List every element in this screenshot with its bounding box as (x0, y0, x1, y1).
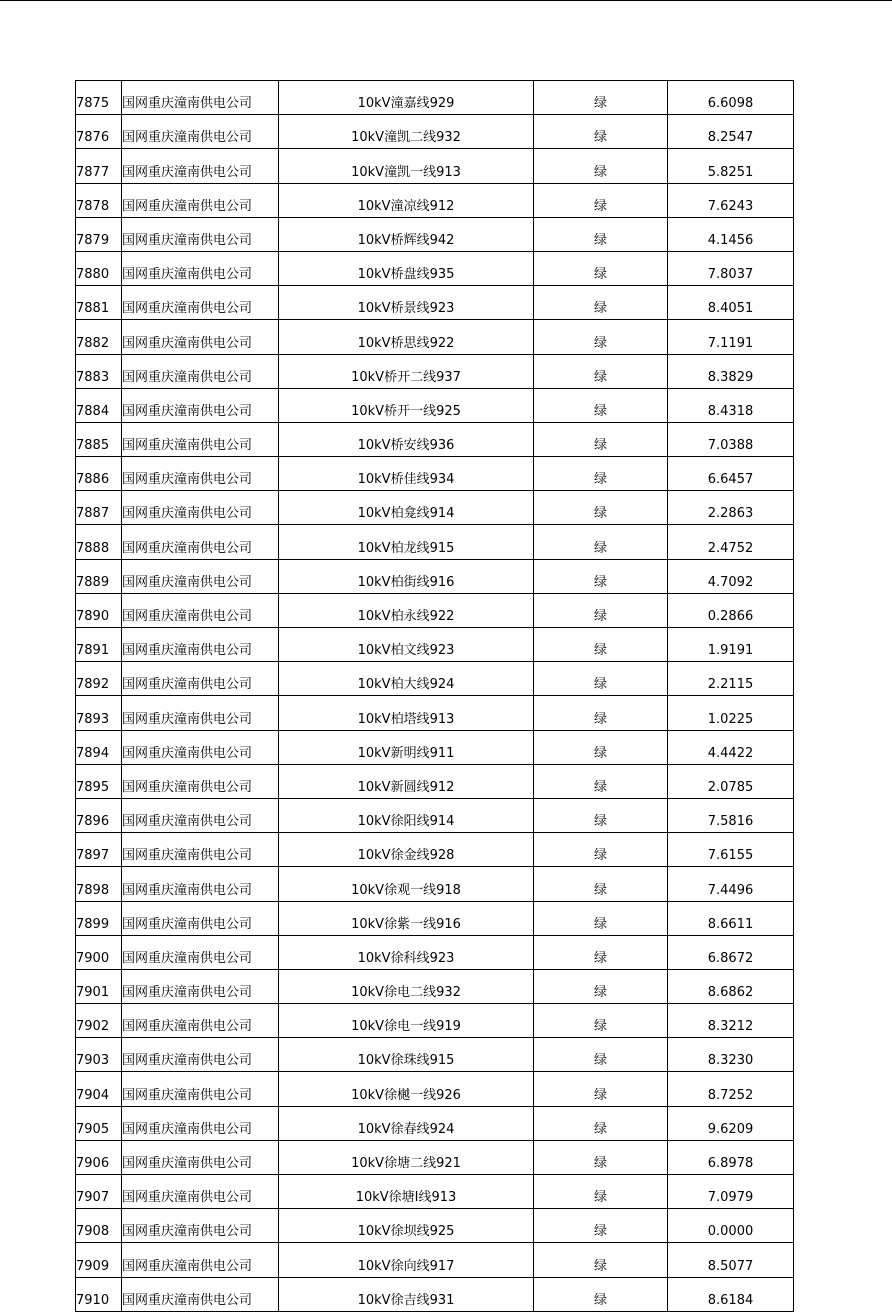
table-row (76, 81, 794, 115)
company-cell: 国网重庆潼南供电公司 (122, 901, 279, 935)
status-cell: 绿 (534, 183, 668, 217)
company-cell: 国网重庆潼南供电公司 (122, 422, 279, 456)
company-cell: 国网重庆潼南供电公司 (122, 81, 279, 115)
value-cell: 8.4051 (668, 286, 794, 320)
row-number-cell: 7903 (76, 1038, 122, 1072)
table-row (76, 183, 794, 217)
status-cell: 绿 (534, 628, 668, 662)
table-body (76, 81, 794, 1312)
row-number-cell: 7891 (76, 628, 122, 662)
status-cell: 绿 (534, 1106, 668, 1140)
table-row (76, 1243, 794, 1277)
row-number-cell: 7888 (76, 525, 122, 559)
status-cell: 绿 (534, 833, 668, 867)
company-cell: 国网重庆潼南供电公司 (122, 1038, 279, 1072)
company-cell: 国网重庆潼南供电公司 (122, 559, 279, 593)
company-cell: 国网重庆潼南供电公司 (122, 935, 279, 969)
table-row (76, 422, 794, 456)
table-row (76, 149, 794, 183)
table-row (76, 764, 794, 798)
value-cell: 0.0000 (668, 1209, 794, 1243)
line-name-cell: 10kV柏永线922 (279, 593, 534, 627)
table-row (76, 115, 794, 149)
row-number-cell: 7875 (76, 81, 122, 115)
company-cell: 国网重庆潼南供电公司 (122, 730, 279, 764)
value-cell: 8.6862 (668, 969, 794, 1003)
value-cell: 4.4422 (668, 730, 794, 764)
line-name-cell: 10kV潼凯二线932 (279, 115, 534, 149)
table-row (76, 901, 794, 935)
line-name-cell: 10kV桥开一线925 (279, 388, 534, 422)
company-cell: 国网重庆潼南供电公司 (122, 115, 279, 149)
status-cell: 绿 (534, 491, 668, 525)
value-cell: 0.2866 (668, 593, 794, 627)
table-row (76, 286, 794, 320)
table-row (76, 628, 794, 662)
table-row (76, 388, 794, 422)
status-cell: 绿 (534, 1004, 668, 1038)
table-row (76, 457, 794, 491)
value-cell: 9.6209 (668, 1106, 794, 1140)
company-cell: 国网重庆潼南供电公司 (122, 662, 279, 696)
value-cell: 8.6611 (668, 901, 794, 935)
row-number-cell: 7885 (76, 422, 122, 456)
company-cell: 国网重庆潼南供电公司 (122, 696, 279, 730)
value-cell: 7.8037 (668, 251, 794, 285)
value-cell: 7.4496 (668, 867, 794, 901)
line-name-cell: 10kV徐电二线932 (279, 969, 534, 1003)
company-cell: 国网重庆潼南供电公司 (122, 628, 279, 662)
status-cell: 绿 (534, 764, 668, 798)
company-cell: 国网重庆潼南供电公司 (122, 320, 279, 354)
row-number-cell: 7908 (76, 1209, 122, 1243)
table-row (76, 833, 794, 867)
row-number-cell: 7892 (76, 662, 122, 696)
line-name-cell: 10kV桥景线923 (279, 286, 534, 320)
value-cell: 7.1191 (668, 320, 794, 354)
line-name-cell: 10kV徐向线917 (279, 1243, 534, 1277)
table-row (76, 251, 794, 285)
status-cell: 绿 (534, 388, 668, 422)
status-cell: 绿 (534, 217, 668, 251)
company-cell: 国网重庆潼南供电公司 (122, 798, 279, 832)
value-cell: 7.0388 (668, 422, 794, 456)
table-row (76, 867, 794, 901)
table-row (76, 935, 794, 969)
row-number-cell: 7896 (76, 798, 122, 832)
line-name-cell: 10kV桥安线936 (279, 422, 534, 456)
line-name-cell: 10kV潼凉线912 (279, 183, 534, 217)
row-number-cell: 7910 (76, 1277, 122, 1311)
line-name-cell: 10kV桥开二线937 (279, 354, 534, 388)
line-name-cell: 10kV徐金线928 (279, 833, 534, 867)
status-cell: 绿 (534, 354, 668, 388)
company-cell: 国网重庆潼南供电公司 (122, 1004, 279, 1038)
row-number-cell: 7897 (76, 833, 122, 867)
page-top-border (0, 0, 892, 1)
row-number-cell: 7895 (76, 764, 122, 798)
status-cell: 绿 (534, 696, 668, 730)
row-number-cell: 7887 (76, 491, 122, 525)
table-row (76, 969, 794, 1003)
status-cell: 绿 (534, 422, 668, 456)
status-cell: 绿 (534, 559, 668, 593)
row-number-cell: 7877 (76, 149, 122, 183)
value-cell: 8.2547 (668, 115, 794, 149)
row-number-cell: 7904 (76, 1072, 122, 1106)
status-cell: 绿 (534, 1140, 668, 1174)
value-cell: 2.0785 (668, 764, 794, 798)
company-cell: 国网重庆潼南供电公司 (122, 457, 279, 491)
value-cell: 6.6457 (668, 457, 794, 491)
status-cell: 绿 (534, 525, 668, 559)
table-row (76, 559, 794, 593)
line-name-cell: 10kV桥盘线935 (279, 251, 534, 285)
table-row (76, 1038, 794, 1072)
table-row (76, 1004, 794, 1038)
company-cell: 国网重庆潼南供电公司 (122, 1277, 279, 1311)
value-cell: 8.4318 (668, 388, 794, 422)
line-name-cell: 10kV新圆线912 (279, 764, 534, 798)
line-name-cell: 10kV徐电一线919 (279, 1004, 534, 1038)
row-number-cell: 7894 (76, 730, 122, 764)
status-cell: 绿 (534, 457, 668, 491)
status-cell: 绿 (534, 1072, 668, 1106)
value-cell: 1.0225 (668, 696, 794, 730)
row-number-cell: 7883 (76, 354, 122, 388)
status-cell: 绿 (534, 286, 668, 320)
status-cell: 绿 (534, 1175, 668, 1209)
status-cell: 绿 (534, 149, 668, 183)
company-cell: 国网重庆潼南供电公司 (122, 833, 279, 867)
value-cell: 7.5816 (668, 798, 794, 832)
row-number-cell: 7906 (76, 1140, 122, 1174)
row-number-cell: 7898 (76, 867, 122, 901)
line-name-cell: 10kV徐春线924 (279, 1106, 534, 1140)
company-cell: 国网重庆潼南供电公司 (122, 1243, 279, 1277)
status-cell: 绿 (534, 901, 668, 935)
table-row (76, 354, 794, 388)
value-cell: 4.1456 (668, 217, 794, 251)
company-cell: 国网重庆潼南供电公司 (122, 388, 279, 422)
data-table (75, 80, 794, 1312)
line-name-cell: 10kV徐吉线931 (279, 1277, 534, 1311)
status-cell: 绿 (534, 115, 668, 149)
company-cell: 国网重庆潼南供电公司 (122, 286, 279, 320)
table-row (76, 662, 794, 696)
value-cell: 2.2115 (668, 662, 794, 696)
status-cell: 绿 (534, 1277, 668, 1311)
company-cell: 国网重庆潼南供电公司 (122, 183, 279, 217)
company-cell: 国网重庆潼南供电公司 (122, 217, 279, 251)
company-cell: 国网重庆潼南供电公司 (122, 1106, 279, 1140)
company-cell: 国网重庆潼南供电公司 (122, 149, 279, 183)
value-cell: 5.8251 (668, 149, 794, 183)
line-name-cell: 10kV徐科线923 (279, 935, 534, 969)
line-name-cell: 10kV徐樾一线926 (279, 1072, 534, 1106)
line-name-cell: 10kV柏大线924 (279, 662, 534, 696)
line-name-cell: 10kV徐坝线925 (279, 1209, 534, 1243)
value-cell: 2.4752 (668, 525, 794, 559)
table-row (76, 1277, 794, 1311)
table-row (76, 1209, 794, 1243)
table-row (76, 593, 794, 627)
line-name-cell: 10kV柏街线916 (279, 559, 534, 593)
line-name-cell: 10kV桥佳线934 (279, 457, 534, 491)
line-name-cell: 10kV桥思线922 (279, 320, 534, 354)
table-row (76, 1106, 794, 1140)
company-cell: 国网重庆潼南供电公司 (122, 491, 279, 525)
row-number-cell: 7893 (76, 696, 122, 730)
row-number-cell: 7879 (76, 217, 122, 251)
value-cell: 7.0979 (668, 1175, 794, 1209)
company-cell: 国网重庆潼南供电公司 (122, 1140, 279, 1174)
company-cell: 国网重庆潼南供电公司 (122, 1072, 279, 1106)
status-cell: 绿 (534, 81, 668, 115)
line-name-cell: 10kV柏文线923 (279, 628, 534, 662)
line-name-cell: 10kV新明线911 (279, 730, 534, 764)
status-cell: 绿 (534, 1209, 668, 1243)
line-name-cell: 10kV桥辉线942 (279, 217, 534, 251)
value-cell: 8.3212 (668, 1004, 794, 1038)
status-cell: 绿 (534, 1243, 668, 1277)
row-number-cell: 7900 (76, 935, 122, 969)
table-row (76, 320, 794, 354)
status-cell: 绿 (534, 320, 668, 354)
value-cell: 4.7092 (668, 559, 794, 593)
company-cell: 国网重庆潼南供电公司 (122, 525, 279, 559)
table-row (76, 217, 794, 251)
value-cell: 2.2863 (668, 491, 794, 525)
status-cell: 绿 (534, 969, 668, 1003)
status-cell: 绿 (534, 867, 668, 901)
line-name-cell: 10kV潼凯一线913 (279, 149, 534, 183)
line-name-cell: 10kV潼嘉线929 (279, 81, 534, 115)
row-number-cell: 7878 (76, 183, 122, 217)
table-row (76, 798, 794, 832)
status-cell: 绿 (534, 593, 668, 627)
row-number-cell: 7905 (76, 1106, 122, 1140)
value-cell: 8.7252 (668, 1072, 794, 1106)
value-cell: 8.6184 (668, 1277, 794, 1311)
line-name-cell: 10kV徐阳线914 (279, 798, 534, 832)
table-row (76, 1140, 794, 1174)
row-number-cell: 7909 (76, 1243, 122, 1277)
value-cell: 6.6098 (668, 81, 794, 115)
company-cell: 国网重庆潼南供电公司 (122, 764, 279, 798)
value-cell: 1.9191 (668, 628, 794, 662)
value-cell: 6.8672 (668, 935, 794, 969)
status-cell: 绿 (534, 251, 668, 285)
status-cell: 绿 (534, 662, 668, 696)
company-cell: 国网重庆潼南供电公司 (122, 1175, 279, 1209)
row-number-cell: 7886 (76, 457, 122, 491)
value-cell: 8.5077 (668, 1243, 794, 1277)
value-cell: 7.6243 (668, 183, 794, 217)
value-cell: 7.6155 (668, 833, 794, 867)
value-cell: 6.8978 (668, 1140, 794, 1174)
table-row (76, 1175, 794, 1209)
line-name-cell: 10kV徐塘二线921 (279, 1140, 534, 1174)
row-number-cell: 7881 (76, 286, 122, 320)
row-number-cell: 7884 (76, 388, 122, 422)
table-row (76, 525, 794, 559)
row-number-cell: 7902 (76, 1004, 122, 1038)
row-number-cell: 7880 (76, 251, 122, 285)
line-name-cell: 10kV徐珠线915 (279, 1038, 534, 1072)
status-cell: 绿 (534, 1038, 668, 1072)
company-cell: 国网重庆潼南供电公司 (122, 1209, 279, 1243)
company-cell: 国网重庆潼南供电公司 (122, 354, 279, 388)
line-name-cell: 10kV徐观一线918 (279, 867, 534, 901)
row-number-cell: 7899 (76, 901, 122, 935)
row-number-cell: 7876 (76, 115, 122, 149)
company-cell: 国网重庆潼南供电公司 (122, 593, 279, 627)
table-row (76, 696, 794, 730)
table-row (76, 730, 794, 764)
company-cell: 国网重庆潼南供电公司 (122, 251, 279, 285)
row-number-cell: 7901 (76, 969, 122, 1003)
line-name-cell: 10kV徐紫一线916 (279, 901, 534, 935)
status-cell: 绿 (534, 730, 668, 764)
status-cell: 绿 (534, 798, 668, 832)
company-cell: 国网重庆潼南供电公司 (122, 969, 279, 1003)
line-name-cell: 10kV柏龙线915 (279, 525, 534, 559)
row-number-cell: 7889 (76, 559, 122, 593)
company-cell: 国网重庆潼南供电公司 (122, 867, 279, 901)
line-name-cell: 10kV徐塘I线913 (279, 1175, 534, 1209)
row-number-cell: 7907 (76, 1175, 122, 1209)
status-cell: 绿 (534, 935, 668, 969)
row-number-cell: 7882 (76, 320, 122, 354)
line-name-cell: 10kV柏龛线914 (279, 491, 534, 525)
row-number-cell: 7890 (76, 593, 122, 627)
line-name-cell: 10kV柏塔线913 (279, 696, 534, 730)
value-cell: 8.3230 (668, 1038, 794, 1072)
table-row (76, 491, 794, 525)
table-row (76, 1072, 794, 1106)
value-cell: 8.3829 (668, 354, 794, 388)
